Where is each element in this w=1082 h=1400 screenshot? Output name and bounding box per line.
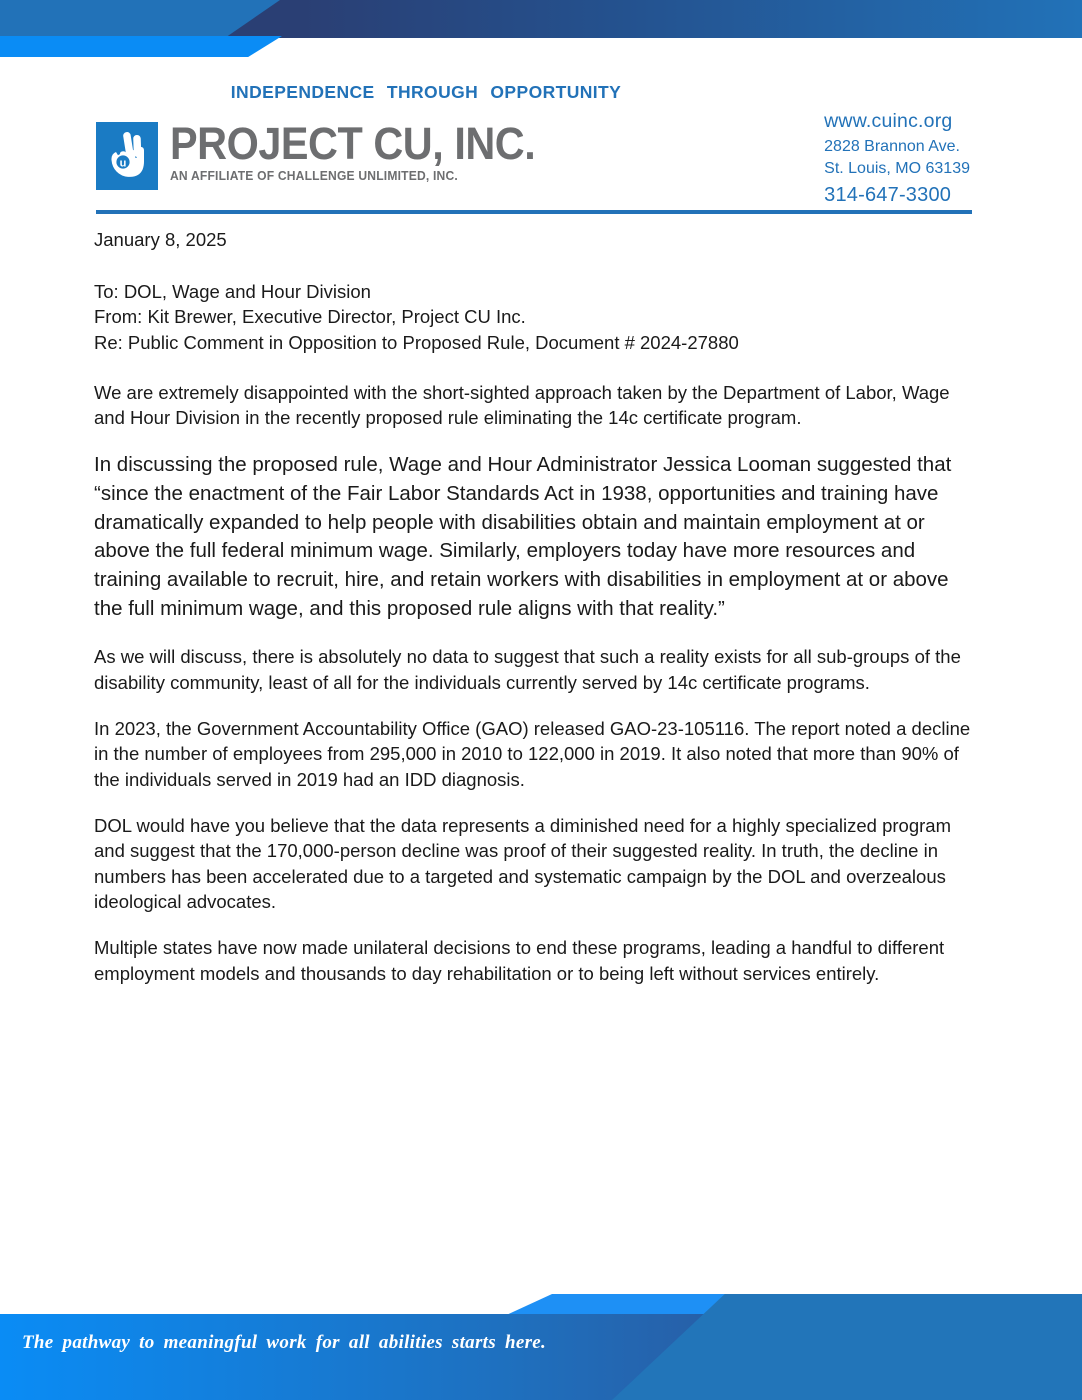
header-divider-rule [96, 210, 972, 214]
letter-date: January 8, 2025 [94, 229, 227, 250]
body-paragraph: In discussing the proposed rule, Wage and Hour Administrator Jessica Looman suggested that “since the enactment of the Fair Labor Standards Act in 1938, opportunities and training have dramatically expanded to help people with disabilities obtain and maintain employment at or above the full federal minimum wage. Similarly, employers today have more resources and training available to recruit, hire, and retain workers with disabilities in employment at or above the full minimum wage, and this proposed rule aligns with that reality.” [94, 453, 952, 620]
page-footer [0, 1280, 1082, 1400]
company-logo [96, 118, 567, 190]
letter-to: To: DOL, Wage and Hour Division [94, 280, 371, 302]
body-paragraph: Multiple states have now made unilateral decisions to end these programs, leading a handful to different employment models and thousands to day rehabilitation or to being left without services entirely. [94, 937, 945, 984]
body-paragraph: We are extremely disappointed with the short-sighted approach taken by the Department of Labor, Wage and Hour Division in the recently proposed rule eliminating the 14c certificate program. [94, 381, 950, 428]
logo-subtitle: AN AFFILIATE OF CHALLENGE UNLIMITED, INC. [170, 169, 458, 184]
header-decoration [0, 0, 1082, 70]
hand-cu-logo-icon [96, 122, 158, 190]
letter-from: From: Kit Brewer, Executive Director, Project CU Inc. [94, 306, 526, 328]
company-tagline: INDEPENDENCE THROUGH OPPORTUNITY [230, 82, 622, 102]
header-bright-blue-accent [0, 36, 282, 57]
street-address: 2828 Brannon Ave. [824, 137, 960, 155]
city-state-zip: St. Louis, MO 63139 [824, 160, 970, 178]
letter-metadata [94, 279, 978, 356]
body-paragraph: In 2023, the Government Accountability Office (GAO) released GAO-23-105116. The report noted a decline in the number of employees from 295,000 in 2010 to 122,000 in 2019. It also noted that more than 90% of the individuals served in 2019 had an IDD diagnosis. [94, 718, 971, 790]
body-paragraph: DOL would have you believe that the data represents a diminished need for a highly specialized program and suggest that the 170,000-person decline was proof of their suggested reality. In truth, the decline in numbers has been accelerated due to a targeted and systematic campaign by the DOL and overzealous ideological advocates. [94, 815, 951, 913]
phone-number[interactable]: 314-647-3300 [824, 184, 952, 207]
svg-text:u: u [119, 157, 127, 170]
website-link[interactable]: www.cuinc.org [824, 110, 953, 132]
contact-block [824, 108, 970, 210]
letter-subject: Re: Public Comment in Opposition to Proposed Rule, Document # 2024-27880 [94, 332, 739, 353]
footer-tagline: The pathway to meaningful work for all abilities starts here. [22, 1332, 547, 1353]
logo-wordmark [170, 118, 567, 184]
body-paragraph: As we will discuss, there is absolutely no data to suggest that such a reality exists for all sub-groups of the disability community, least of all for the individuals currently served by 14c certificate programs. [94, 646, 961, 693]
letterhead [0, 70, 1082, 220]
logo-title: PROJECT CU, INC. [170, 118, 536, 169]
letter-body [94, 228, 978, 1007]
